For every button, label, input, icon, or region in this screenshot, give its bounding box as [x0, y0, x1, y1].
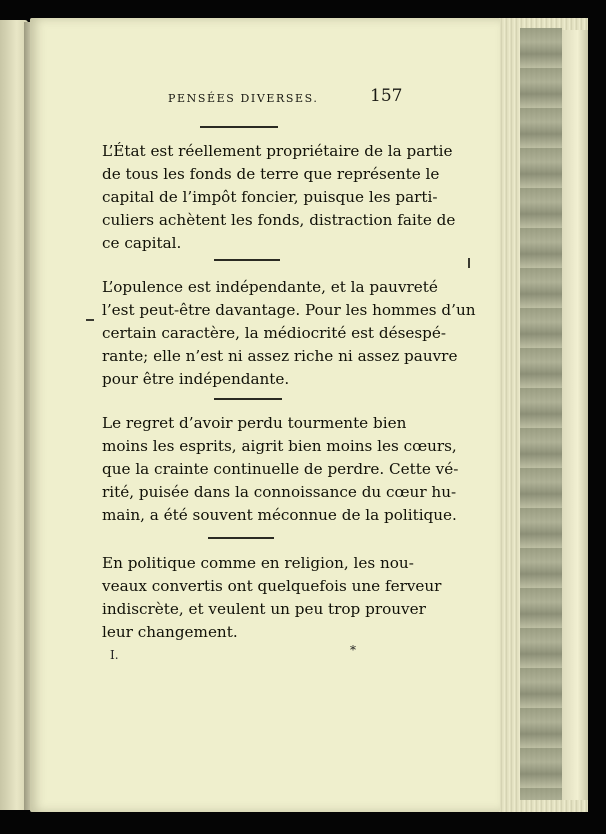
text-line: leur changement.: [102, 623, 238, 641]
cover-edge: [562, 30, 588, 800]
text-line: L’État est réellement propriétaire de la partie: [102, 142, 453, 160]
separator-rule: [208, 537, 274, 539]
text-line: culiers achètent les fonds, distraction faite de: [102, 211, 456, 229]
paragraph-4: [102, 552, 442, 644]
paragraph-1: [102, 140, 456, 255]
text-line: moins les esprits, aigrit bien moins les cœurs,: [102, 437, 457, 455]
running-title: PENSÉES DIVERSES.: [168, 92, 319, 105]
text-line: Le regret d’avoir perdu tourmente bien: [102, 414, 407, 432]
text-line: rité, puisée dans la connoissance du cœur hu-: [102, 483, 457, 501]
signature-mark: I.: [110, 648, 119, 662]
text-line: l’est peut-être davantage. Pour les hommes d’un: [102, 301, 476, 319]
text-line: que la crainte continuelle de perdre. Cette vé-: [102, 460, 459, 478]
text-line: En politique comme en religion, les nou-: [102, 554, 414, 572]
text-line: capital de l’impôt foncier, puisque les parti-: [102, 188, 438, 206]
text-line: certain caractère, la médiocrité est désespé-: [102, 324, 446, 342]
text-line: pour être indépendante.: [102, 370, 290, 388]
text-line: ce capital.: [102, 234, 182, 252]
paragraph-2: [102, 276, 476, 391]
text-line: rante; elle n’est ni assez riche ni assez pauvre: [102, 347, 458, 365]
paragraph-3: [102, 412, 459, 527]
separator-rule: [214, 259, 280, 261]
separator-rule: [214, 398, 282, 400]
text-line: veaux convertis ont quelquefois une ferveur: [102, 577, 442, 595]
page-number: 157: [370, 86, 403, 106]
text-line: de tous les fonds de terre que représente le: [102, 165, 440, 183]
text-line: main, a été souvent méconnue de la politique.: [102, 506, 457, 524]
margin-dash: [86, 319, 94, 321]
marbled-fore-edge: [520, 28, 562, 800]
text-line: indiscrète, et veulent un peu trop prouver: [102, 600, 426, 618]
margin-tick: [468, 258, 470, 268]
separator-rule: [200, 126, 278, 128]
text-line: L’opulence est indépendante, et la pauvreté: [102, 278, 438, 296]
star-mark: *: [350, 643, 356, 657]
